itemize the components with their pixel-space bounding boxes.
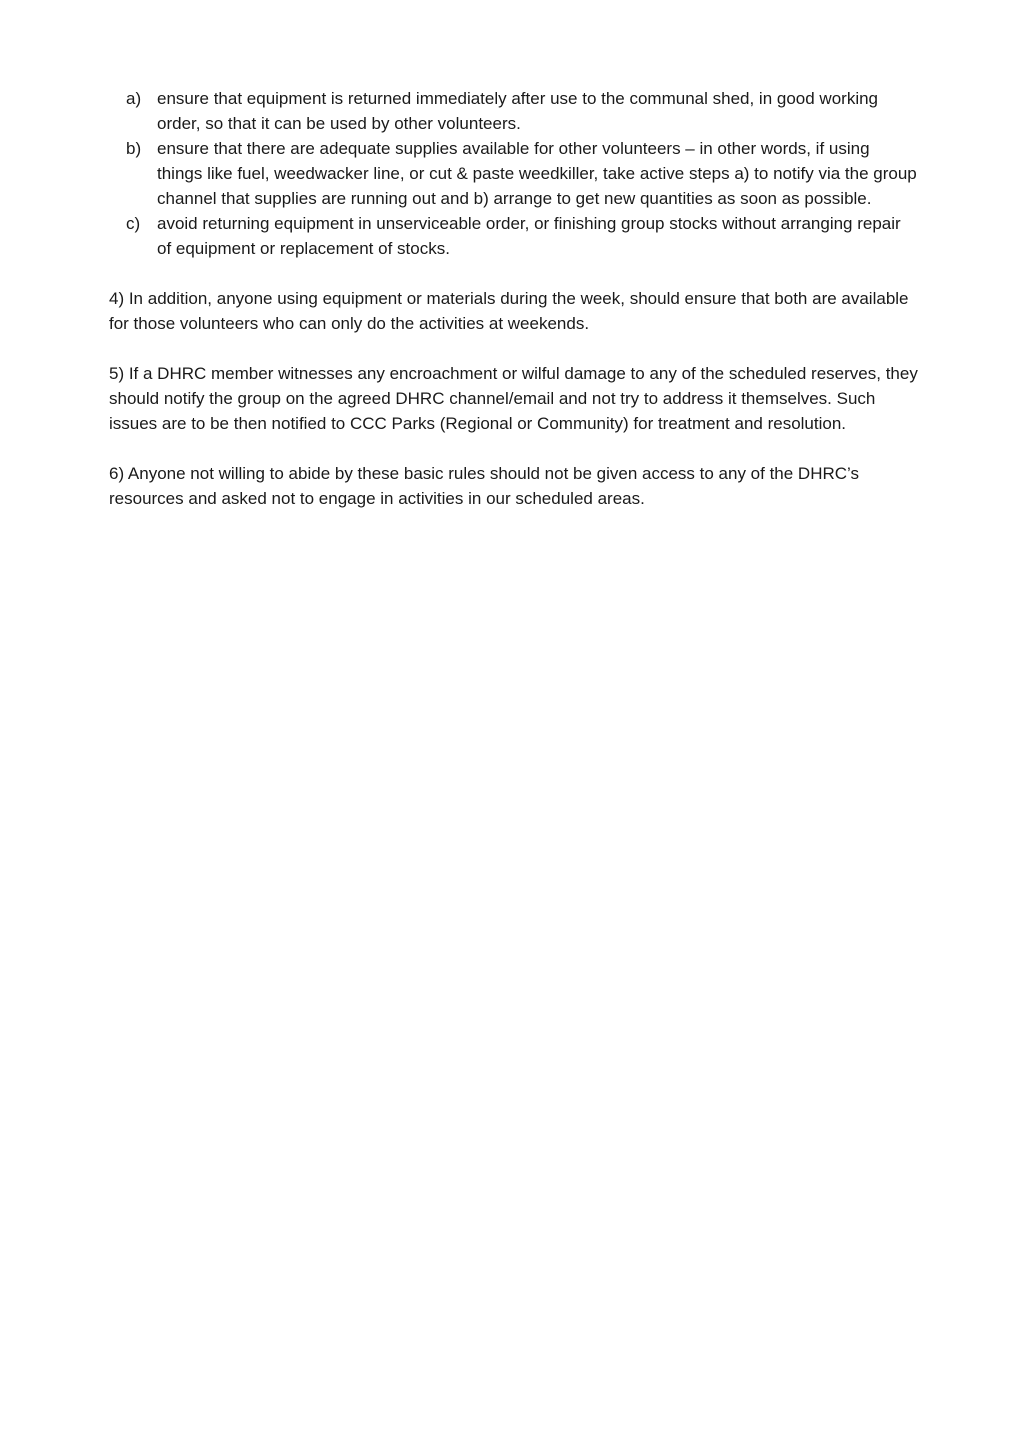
document-body (109, 86, 919, 511)
list-item (109, 86, 919, 136)
list-item-text: ensure that equipment is returned immediately after use to the communal shed, in good working order, so that it can be used by other volunteers. (157, 89, 879, 133)
paragraph-rule-4: 4) In addition, anyone using equipment or materials during the week, should ensure that both are available for those volunteers who can only do the activities at weekends. (109, 289, 909, 333)
equipment-rules-sublist (109, 86, 919, 261)
list-item-text: ensure that there are adequate supplies available for other volunteers – in other words, if using things like fuel, weedwacker line, or cut & paste weedkiller, take active steps a) to notify via the group channel that supplies are running out and b) arrange to get new quantities as soon as possible. (157, 139, 917, 208)
list-item (109, 211, 919, 261)
list-item (109, 136, 919, 211)
paragraph-rule-5: 5) If a DHRC member witnesses any encroachment or wilful damage to any of the scheduled reserves, they should notify the group on the agreed DHRC channel/email and not try to address it themselves. Such issues are to be then notified to CCC Parks (Regional or Community) for treatment and resolution. (109, 364, 918, 433)
paragraph-rule-6: 6) Anyone not willing to abide by these basic rules should not be given access to any of the DHRC’s resources and asked not to engage in activities in our scheduled areas. (109, 464, 860, 508)
list-item-marker: c) (126, 214, 141, 233)
list-item-text: avoid returning equipment in unserviceable order, or finishing group stocks without arranging repair of equipment or replacement of stocks. (157, 214, 901, 258)
list-item-marker: b) (126, 139, 142, 158)
list-item-marker: a) (126, 89, 142, 108)
